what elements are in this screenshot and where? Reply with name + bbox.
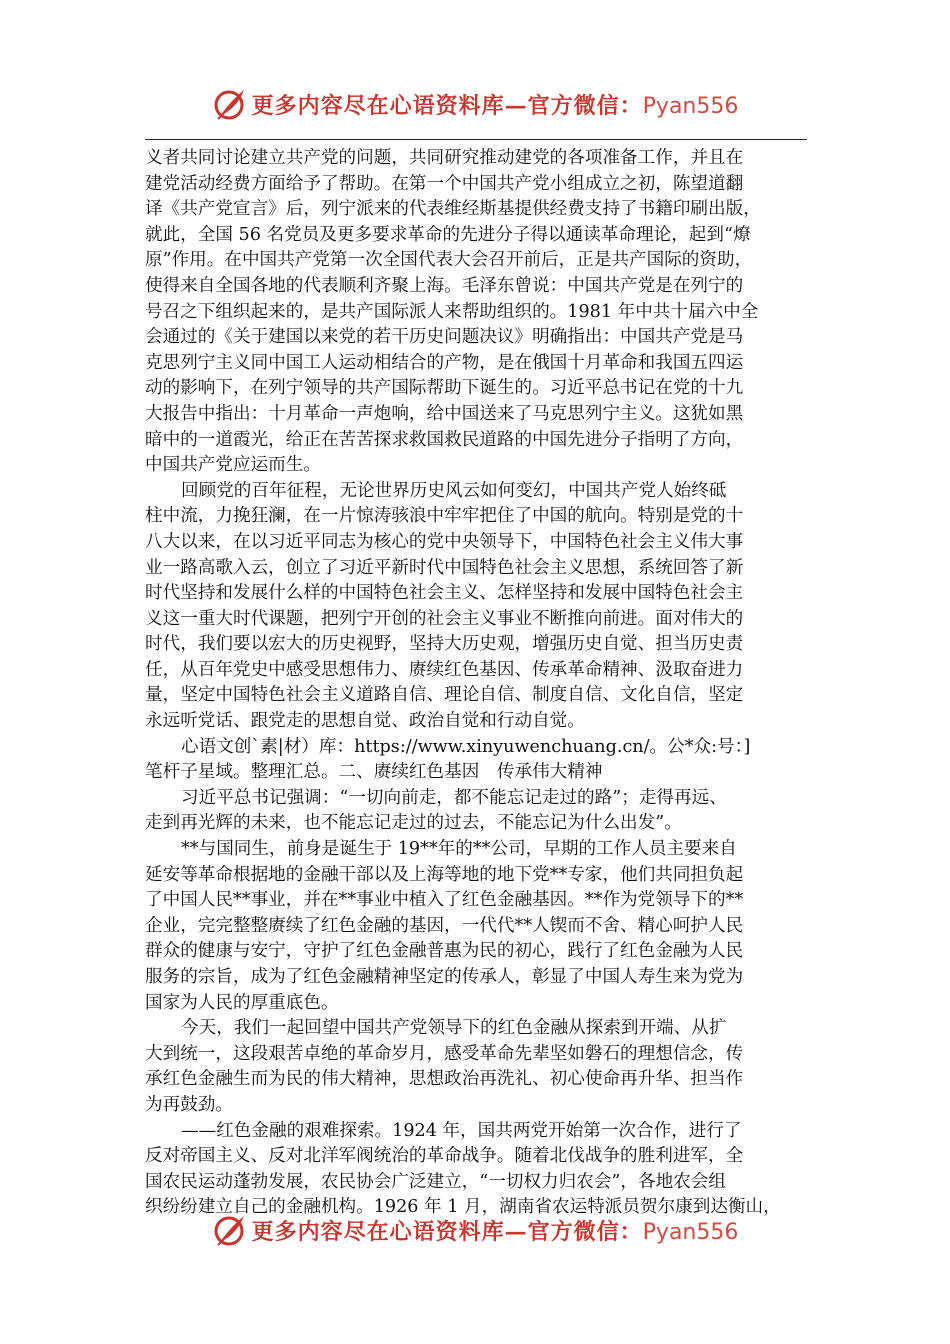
- paragraph-3: [145, 735, 809, 786]
- text-line: **与国同生，前身是诞生于 19**年的**公司，早期的工作人员主要来自: [181, 839, 737, 860]
- text-line: 国农民运动蓬勃发展，农民协会广泛建立，“一切权力归农会”，各地农会组: [145, 1171, 726, 1192]
- text-line: 建党活动经费方面给予了帮助。在第一个中国共产党小组成立之初，陈望道翻: [145, 173, 744, 194]
- footer-wechat-id: Pyan556: [642, 1219, 739, 1245]
- header-banner-text: 更多内容尽在心语资料库—官方微信：Pyan556: [251, 92, 739, 119]
- paragraph-6: [145, 1016, 809, 1118]
- text-line: 义这一重大时代课题，把列宁开创的社会主义事业不断推向前进。面对伟大的: [145, 608, 744, 629]
- text-line: 织纷纷建立自己的金融机构。1926 年 1 月，湖南省农运特派员贺尔康到达衡山，: [145, 1197, 781, 1218]
- text-line: 译《共产党宣言》后，列宁派来的代表维经斯基提供经费支持了书籍印刷出版，: [145, 199, 761, 220]
- text-line: 习近平总书记强调：“一切向前走，都不能忘记走过的路”；走得再远、: [181, 787, 727, 808]
- text-line: 使得来自全国各地的代表顺利齐聚上海。毛泽东曾说：中国共产党是在列宁的: [145, 275, 744, 296]
- document-body: [145, 146, 809, 1221]
- text-line: 大到统一，这段艰苦卓绝的革命岁月，感受革命先辈坚如磐石的理想信念，传: [145, 1043, 744, 1064]
- text-line: 今天，我们一起回望中国共产党领导下的红色金融从探索到开端、从扩: [181, 1018, 727, 1039]
- text-line: 柱中流，力挽狂澜，在一片惊涛骇浪中牢牢把住了中国的航向。特别是党的十: [145, 506, 744, 527]
- text-line: 承红色金融生而为民的伟大精神，思想政治再洗礼、初心使命再升华、担当作: [145, 1069, 744, 1090]
- text-line: 心语文创`素|材）库：https://www.xinyuwenchuang.cn/。公*众:号：]: [181, 736, 751, 757]
- text-line: 走到再光辉的未来，也不能忘记走过的过去，不能忘记为什么出发”。: [145, 813, 682, 834]
- text-line: 原”作用。在中国共产党第一次全国代表大会召开前后，正是共产国际的资助，: [145, 250, 753, 271]
- text-line: 服务的宗旨，成为了红色金融精神坚定的传承人，彰显了中国人寿生来为党为: [145, 967, 744, 987]
- text-line: 时代坚持和发展什么样的中国特色社会主义、怎样坚持和发展中国特色社会主: [145, 583, 744, 604]
- quill-logo-icon: [212, 1212, 248, 1248]
- text-line: 动的影响下，在列宁领导的共产国际帮助下诞生的。习近平总书记在党的十九: [145, 378, 744, 399]
- text-line: 了中国人民**事业，并在**事业中植入了红色金融基因。**作为党领导下的**: [145, 890, 744, 911]
- text-line: 企业，完完整整赓续了红色金融的基因，一代代**人锲而不舍、精心呵护人民: [145, 915, 744, 936]
- paragraph-2: [145, 479, 809, 735]
- text-line: 八大以来，在以习近平同志为核心的党中央领导下，中国特色社会主义伟大事: [145, 531, 744, 552]
- text-line: 中国共产党应运而生。: [145, 455, 321, 476]
- text-line: 永远听党话、跟党走的思想自觉、政治自觉和行动自觉。: [145, 711, 585, 732]
- header-divider: [145, 139, 807, 140]
- text-line: 回顾党的百年征程，无论世界历史风云如何变幻，中国共产党人始终砥: [181, 480, 727, 501]
- text-line: 时代，我们要以宏大的历史视野，坚持大历史观，增强历史自觉、担当历史责: [145, 634, 744, 655]
- text-line: 义者共同讨论建立共产党的问题，共同研究推动建党的各项准备工作，并且在: [145, 148, 744, 168]
- section-heading: 笔杆子星域。整理汇总。二、赓续红色基因 传承伟大精神: [145, 762, 603, 783]
- paragraph-1: [145, 146, 809, 479]
- text-line: 就此，全国 56 名党员及更多要求革命的先进分子得以通读革命理论，起到“燎: [145, 224, 751, 245]
- text-line: 群众的健康与安宁，守护了红色金融普惠为民的初心，践行了红色金融为人民: [145, 941, 744, 962]
- text-line: 会通过的《关于建国以来党的若干历史问题决议》明确指出：中国共产党是马: [145, 327, 744, 348]
- text-line: 暗中的一道霞光，给正在苦苦探求救国救民道路的中国先进分子指明了方向，: [145, 429, 744, 450]
- text-line: 为再鼓劲。: [145, 1094, 233, 1115]
- text-line: 大报告中指出：十月革命一声炮响，给中国送来了马克思列宁主义。这犹如黑: [145, 403, 744, 424]
- text-line: 业一路高歌入云，创立了习近平新时代中国特色社会主义思想，系统回答了新: [145, 557, 744, 578]
- footer-banner-text: 更多内容尽在心语资料库—官方微信：Pyan556: [251, 1218, 739, 1245]
- text-line: 量，坚定中国特色社会主义道路自信、理论自信、制度自信、文化自信，坚定: [145, 685, 744, 706]
- footer-banner: [0, 1206, 950, 1254]
- paragraph-5: [145, 837, 809, 1016]
- text-line: 克思列宁主义同中国工人运动相结合的产物，是在俄国十月革命和我国五四运: [145, 352, 744, 373]
- text-line: 反对帝国主义、反对北洋军阀统治的革命战争。随着北伐战争的胜利进军，全: [145, 1146, 744, 1167]
- header-wechat-id: Pyan556: [642, 93, 739, 119]
- text-line: ——红色金融的艰难探索。1924 年，国共两党开始第一次合作，进行了: [181, 1120, 742, 1141]
- text-line: 号召之下组织起来的，是共产国际派人来帮助组织的。1981 年中共十届六中全: [145, 301, 759, 322]
- text-line: 国家为人民的厚重底色。: [145, 992, 339, 1013]
- header-banner: [0, 80, 950, 128]
- quill-logo-icon: [212, 86, 248, 122]
- paragraph-4: [145, 786, 809, 837]
- text-line: 延安等革命根据地的金融干部以及上海等地的地下党**专家，他们共同担负起: [145, 864, 744, 885]
- text-line: 任，从百年党史中感受思想伟力、赓续红色基因、传承革命精神、汲取奋进力: [145, 659, 744, 680]
